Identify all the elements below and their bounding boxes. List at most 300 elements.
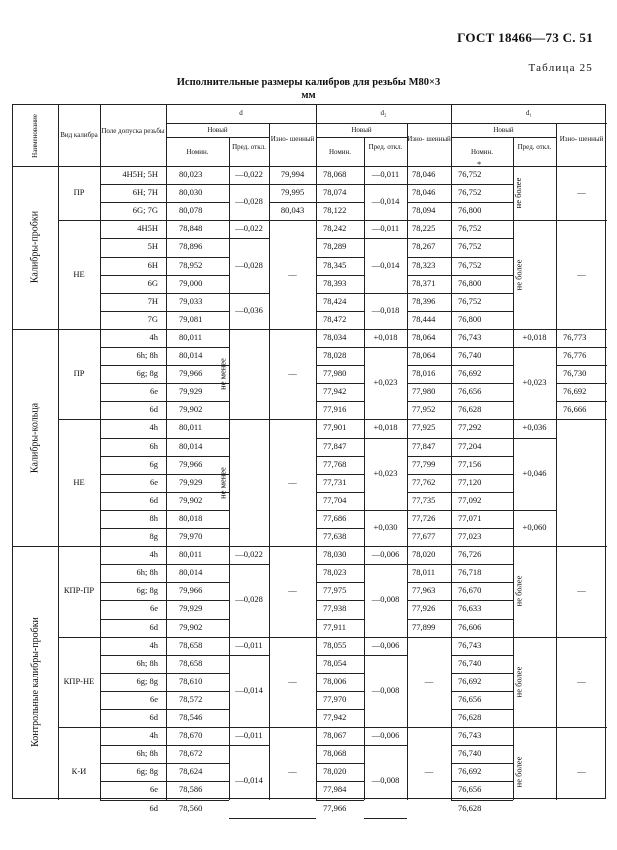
tolerance-field: 4h [149,730,158,741]
rule [364,184,407,185]
d2-deviation: —0,008 [371,775,400,786]
rule [229,655,269,656]
rule [451,655,513,656]
d2-deviation: —0,014 [371,196,400,207]
tolerance-field: 6h; 8h [136,350,158,361]
tolerance-field: 6g [149,458,158,469]
d2-worn: 78,323 [412,259,436,270]
d1-nominal: 76,606 [458,621,482,632]
d-nominal: 78,952 [179,259,203,270]
d-worn: 80,043 [280,205,305,216]
d-nominal: 78,658 [179,657,203,668]
rule [166,800,229,801]
d2-nominal: 78,242 [323,223,347,234]
d2-worn: 77,735 [412,494,436,505]
d2-nominal: 78,074 [323,187,347,198]
rule [316,781,364,782]
rule [364,293,407,294]
header-nominal: Номин. [328,148,352,156]
header-worn: Изно- шенный [407,135,451,143]
rule [451,781,513,782]
d1-nominal: 76,800 [458,313,482,324]
rule [451,456,513,457]
d2-nominal: 78,345 [323,259,347,270]
d-nominal: 79,929 [179,476,203,487]
rule [451,800,513,801]
rule [364,329,407,330]
rule [451,528,513,529]
rule [229,238,269,239]
d1-nominal: 76,800 [458,205,482,216]
ne-bolee-mark: не более [512,177,523,209]
rule [229,818,269,819]
d1-nominal: 76,740 [458,350,482,361]
d1-nominal: 76,692 [458,368,482,379]
d-nominal: 78,546 [179,712,203,723]
rule [364,238,407,239]
d-nominal: 80,014 [179,567,203,578]
d1-nominal: 77,156 [458,458,482,469]
d1-nominal: 76,752 [458,223,482,234]
ne-menee-mark: не менее [216,466,227,499]
d1-nominal: 76,743 [458,730,482,741]
tolerance-field: 7G [147,313,158,324]
tolerance-field: 6d [149,494,158,505]
rule [451,202,513,203]
ne-bolee-mark: не более [512,259,523,290]
d-nominal: 79,902 [179,404,203,415]
d1-nominal: 76,656 [458,693,482,704]
d-nominal: 80,011 [179,422,203,433]
rule [451,184,513,185]
d2-worn: 78,064 [412,350,436,361]
rule [100,365,166,366]
rule [316,257,364,258]
d2-worn: 78,444 [412,313,436,324]
rule [100,528,166,529]
header-nominal: Номин. [470,148,494,156]
tolerance-field: 4h [149,549,158,560]
rule [451,709,513,710]
rule [316,763,364,764]
tolerance-field: 6H; 7H [132,187,158,198]
d1-worn: — [577,187,586,198]
rule [100,438,166,439]
rule [364,510,407,511]
d-nominal: 78,848 [179,223,203,234]
rule [316,105,317,800]
rule [364,564,407,565]
d2-worn: 77,899 [412,621,436,632]
d-nominal: 79,966 [179,585,203,596]
tolerance-field: 6e [149,386,158,397]
rule [451,293,513,294]
rule [229,329,269,330]
d1-nominal: 76,726 [458,549,482,560]
d-nominal: 80,014 [179,350,203,361]
rule [229,637,269,638]
d2-worn: 78,016 [412,368,436,379]
rule [451,691,513,692]
d-deviation: —0,014 [235,775,263,786]
d-worn: — [288,476,297,487]
rule [166,655,229,656]
d-deviation: —0,022 [235,223,263,234]
d-deviation: —0,036 [235,304,263,315]
d1-deviation: +0,060 [522,522,547,532]
d-nominal: 79,902 [179,494,203,505]
asterisk-mark: * [477,159,482,169]
rule [364,745,407,746]
d-nominal: 78,560 [179,802,203,813]
rule [451,582,513,583]
rule [316,691,364,692]
rule [556,365,607,366]
d2-nominal: 78,023 [323,567,347,578]
rule [316,745,364,746]
dimensions-table [12,104,606,813]
rule [100,745,166,746]
d1-nominal: 77,023 [458,531,482,542]
d2-worn: 77,726 [412,512,436,523]
rule [407,582,451,583]
rule [316,582,364,583]
d-nominal: 79,902 [179,621,203,632]
rule [407,474,451,475]
rule [451,275,513,276]
tolerance-field: 6e [149,476,158,487]
header-nominal: Номин. [186,148,209,156]
header-field: Поле допуска резьбы [101,127,165,135]
rule [364,438,407,439]
rule [407,419,451,420]
kind-label: НЕ [73,476,85,487]
rule [407,492,451,493]
header-d: d [239,109,243,117]
rule [407,564,451,565]
d1-worn: 76,730 [563,368,587,379]
rule [166,293,229,294]
d-deviation: —0,028 [235,594,263,605]
rule [229,293,269,294]
header-new: Новый [351,126,372,134]
rule [407,365,451,366]
d2-worn: 78,371 [412,277,436,288]
d-nominal: 80,014 [179,440,203,451]
header-new: Новый [493,126,514,134]
d2-nominal: 78,030 [323,549,347,560]
rule [451,238,513,239]
d2-nominal: 77,938 [323,603,347,614]
rule [407,184,451,185]
rule [100,456,166,457]
rule [100,293,166,294]
rule [269,123,270,800]
tolerance-field: 8g [149,531,158,542]
rule [407,510,451,511]
rule [513,438,556,439]
d2-nominal: 78,034 [323,331,347,342]
d2-deviation: —0,006 [371,730,400,741]
rule [100,510,166,511]
tolerance-field: 5H [147,241,158,252]
rule [100,311,166,312]
d2-nominal: 78,006 [323,675,347,686]
rule [316,438,364,439]
d1-nominal: 76,692 [458,766,482,777]
rule [407,528,451,529]
d2-worn: 78,046 [412,169,436,180]
d2-worn: 78,046 [412,187,436,198]
rule [316,275,364,276]
kind-label: НЕ [73,268,85,279]
d2-worn: 77,925 [412,422,436,433]
rule [451,600,513,601]
d-nominal: 78,610 [179,675,203,686]
rule [166,781,229,782]
rule [407,275,451,276]
rule [316,619,364,620]
d2-nominal: 78,472 [323,313,347,324]
tolerance-field: 6d [149,404,158,415]
tolerance-field: 6g; 8g [136,675,158,686]
rule [100,383,166,384]
d1-worn: 76,692 [563,386,587,397]
d2-deviation: +0,023 [373,377,398,388]
d-nominal: 79,929 [179,603,203,614]
rule [166,257,229,258]
rule [364,818,407,819]
kind-label: ПР [73,368,85,379]
rule [451,383,513,384]
rule [316,238,364,239]
rule [451,137,556,138]
d-nominal: 78,658 [179,639,203,650]
d2-worn: 77,762 [412,476,436,487]
tolerance-field: 6d [149,621,158,632]
tolerance-field: 6e [149,693,158,704]
tolerance-field: 6h; 8h [136,657,158,668]
rule [229,137,230,800]
d2-deviation: —0,008 [371,594,400,605]
ne-bolee-mark: не более [513,666,523,698]
rule [100,691,166,692]
tolerance-field: 4H5H; 5H [122,169,158,180]
d1-deviation: +0,018 [522,331,547,342]
d2-deviation: —0,011 [371,223,400,234]
d-worn: — [288,368,297,379]
d2-deviation: +0,030 [373,522,398,532]
d-nominal: 79,033 [179,295,203,306]
d1-nominal: 76,670 [458,585,482,596]
rule [316,510,364,511]
rule [407,202,451,203]
rule [100,401,166,402]
d-worn: 79,994 [280,169,305,180]
d2-deviation: —0,006 [371,639,400,650]
d2-worn: 78,020 [412,549,436,560]
d-deviation: —0,028 [235,196,263,207]
ne-bolee-mark: не более [513,576,523,607]
rule [229,745,269,746]
rule [407,401,451,402]
d2-deviation: —0,014 [371,259,400,270]
rule [556,347,607,348]
d2-worn: 78,094 [412,205,436,216]
d1-nominal: 76,752 [458,187,482,198]
tolerance-field: 8h [149,512,158,523]
rule [407,438,451,439]
rule [100,238,166,239]
rule [269,202,316,203]
d-worn: — [288,268,297,279]
rule [166,619,229,620]
rule [407,257,451,258]
rule [316,311,364,312]
rule [513,419,556,420]
rule [364,347,407,348]
d1-nominal: 76,656 [458,784,482,795]
rule [166,238,229,239]
d1-nominal: 76,692 [458,675,482,686]
rule [269,637,316,638]
rule [451,257,513,258]
rule [316,492,364,493]
d-nominal: 80,018 [179,512,203,523]
d2-deviation: —0,006 [371,549,400,560]
d1-nominal: 76,743 [458,639,482,650]
d1-nominal: 76,740 [458,657,482,668]
rule [451,745,513,746]
rule [269,546,316,547]
rule [407,220,451,221]
rule [407,311,451,312]
rule [316,365,364,366]
d2-nominal: 77,911 [323,621,347,632]
rule [364,419,407,420]
d-nominal: 79,929 [179,386,203,397]
tolerance-field: 6e [149,784,158,795]
d-nominal: 79,081 [179,313,203,324]
header-d2: d₂ [380,109,387,117]
rule [407,600,451,601]
rule [451,510,513,511]
header-worn: Изно- шенный [559,135,604,143]
d1-nominal: 76,656 [458,386,482,397]
d2-deviation: +0,018 [373,422,398,433]
d2-nominal: 77,731 [323,476,347,487]
rule [166,123,607,124]
rule [316,673,364,674]
d2-worn: 77,926 [412,603,436,614]
d1-nominal: 77,071 [458,512,482,523]
d-worn: — [288,675,297,686]
rule [451,438,513,439]
rule [166,763,229,764]
d2-worn: 78,267 [412,241,436,252]
rule [269,727,316,728]
rule [100,763,166,764]
d-worn: 79,995 [280,187,305,198]
d2-nominal: 78,055 [323,639,347,650]
d2-nominal: 77,901 [323,422,347,433]
d-deviation: —0,014 [235,684,263,695]
header-worn: Изно- шенный [270,135,315,143]
d2-worn: 77,799 [412,458,436,469]
rule [166,582,229,583]
rule [166,275,229,276]
d2-deviation: +0,018 [373,331,398,342]
rule [451,474,513,475]
d1-nominal: 76,718 [458,567,482,578]
rule [407,546,451,547]
rule [100,600,166,601]
rule [269,818,316,819]
rule [100,492,166,493]
rule [316,347,364,348]
header-name: Наименование [30,113,39,158]
d1-deviation: +0,023 [522,377,547,388]
d1-worn: 76,776 [563,350,587,361]
kind-label: К-И [71,766,87,777]
d1-worn: 76,773 [563,331,587,342]
d2-nominal: 77,980 [323,368,347,379]
d-nominal: 79,970 [179,531,203,542]
rule [451,492,513,493]
ne-menee-mark: не менее [217,358,227,390]
rule [166,709,229,710]
d1-nominal: 77,204 [458,440,482,451]
d-nominal: 80,011 [179,549,203,560]
header-d1: d₁ [526,109,532,117]
rule [407,238,451,239]
d2-worn: 77,952 [412,404,436,415]
d2-nominal: 77,768 [323,458,347,469]
d1-nominal: 76,752 [458,259,482,270]
d-nominal: 79,966 [179,368,203,379]
d2-nominal: 78,068 [323,169,347,180]
d2-nominal: 77,847 [323,440,347,451]
rule [364,727,407,728]
d2-worn: 78,396 [412,295,436,306]
d-nominal: 78,624 [179,766,203,777]
group-label: Калибры-пробки [29,211,41,284]
rule [451,311,513,312]
rule [58,105,59,800]
rule [269,329,316,330]
tolerance-field: 6d [149,712,158,723]
rule [166,202,229,203]
d2-nominal: 78,289 [323,241,347,252]
tolerance-field: 6e [149,603,158,614]
rule [451,564,513,565]
rule [407,637,451,638]
d2-nominal: 77,704 [323,494,347,505]
d2-nominal: 78,067 [323,730,347,741]
title-unit: мм [301,90,316,101]
rule [100,619,166,620]
rule [100,673,166,674]
kind-label: КПР-ПР [63,585,95,596]
rule [316,401,364,402]
d-worn: — [288,766,297,777]
d-nominal: 78,670 [179,730,203,741]
d-nominal: 80,030 [179,187,203,198]
rule [451,401,513,402]
tolerance-field: 6h; 8h [136,748,158,759]
d-nominal: 78,572 [179,693,203,704]
d2-nominal: 78,028 [323,350,347,361]
